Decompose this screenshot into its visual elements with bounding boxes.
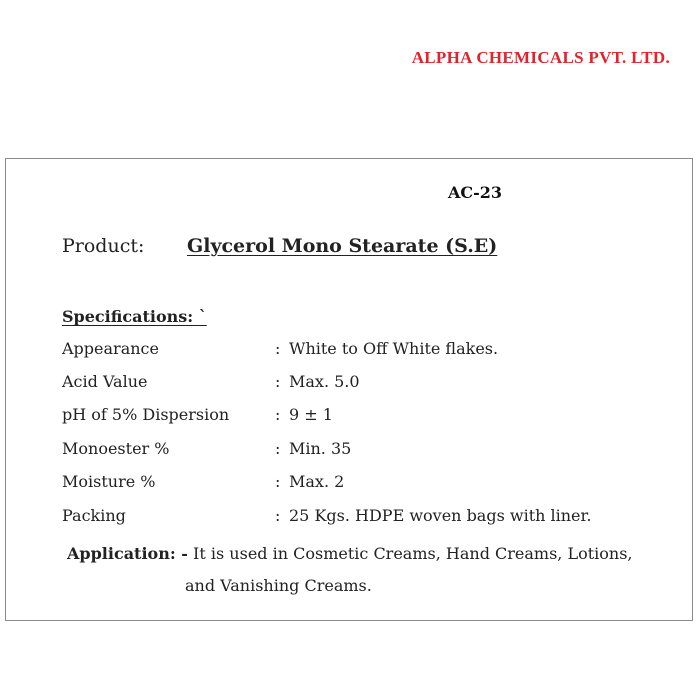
spec-name: Acid Value [62, 372, 148, 391]
specification-box [5, 158, 693, 621]
spec-value: White to Off White flakes. [289, 339, 499, 358]
spec-row-appearance [62, 339, 682, 363]
spec-name: Appearance [62, 339, 159, 358]
spec-value: Max. 2 [289, 472, 345, 491]
spec-value: Min. 35 [289, 439, 352, 458]
spec-value: 9 ± 1 [289, 405, 333, 424]
spec-value: Max. 5.0 [289, 372, 360, 391]
spec-separator: : [275, 472, 281, 491]
spec-name: pH of 5% Dispersion [62, 405, 230, 424]
spec-separator: : [275, 439, 281, 458]
spec-row-acid-value [62, 372, 682, 396]
spec-separator: : [275, 372, 281, 391]
spec-row-moisture [62, 472, 682, 496]
application-text-line1: It is used in Cosmetic Creams, Hand Creams, Lotions, [193, 544, 633, 563]
application-section [67, 538, 687, 602]
specifications-heading: Specifications: ` [62, 307, 207, 326]
spec-row-packing [62, 506, 682, 530]
product-code: AC-23 [448, 183, 503, 202]
spec-name: Moisture % [62, 472, 156, 491]
application-text-line2: and Vanishing Creams. [185, 576, 372, 595]
spec-row-ph [62, 405, 682, 429]
product-name: Glycerol Mono Stearate (S.E) [187, 235, 498, 257]
product-label: Product: [62, 235, 145, 257]
spec-separator: : [275, 506, 281, 525]
spec-separator: : [275, 405, 281, 424]
company-name: ALPHA CHEMICALS PVT. LTD. [411, 48, 670, 67]
spec-separator: : [275, 339, 281, 358]
spec-row-monoester [62, 439, 682, 463]
spec-value: 25 Kgs. HDPE woven bags with liner. [289, 506, 592, 525]
spec-name: Packing [62, 506, 126, 525]
application-label: Application: - [67, 544, 188, 563]
spec-name: Monoester % [62, 439, 170, 458]
